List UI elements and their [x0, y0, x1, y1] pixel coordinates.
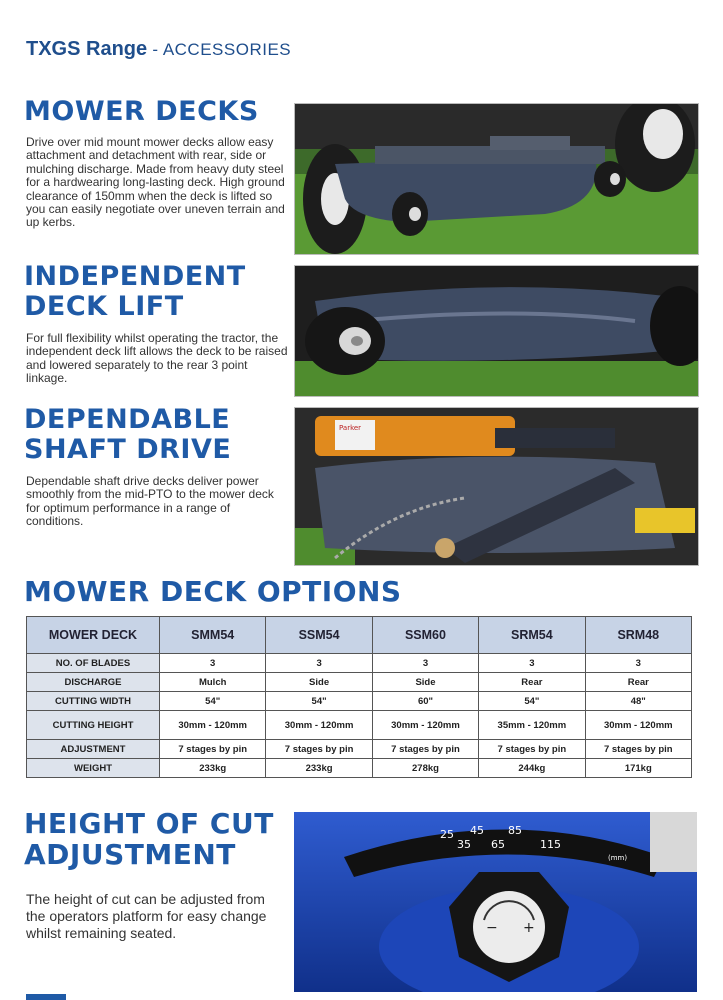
row-label: CUTTING HEIGHT: [27, 711, 160, 740]
shaft-drive-photo: [294, 407, 699, 566]
gauge-label-115: 115: [540, 838, 561, 851]
dial-minus-sign: −: [486, 920, 498, 936]
table-cell: 7 stages by pin: [160, 740, 266, 759]
dial-plus-sign: +: [523, 920, 535, 936]
title-separator: -: [147, 40, 163, 59]
table-cell: 233kg: [266, 759, 372, 778]
table-row: [27, 692, 692, 711]
row-label: DISCHARGE: [27, 673, 160, 692]
table-cell: 3: [585, 654, 691, 673]
table-cell: 30mm - 120mm: [372, 711, 478, 740]
row-label: NO. OF BLADES: [27, 654, 160, 673]
shaft-drive-heading: [24, 405, 231, 465]
table-cell: 171kg: [585, 759, 691, 778]
height-of-cut-heading-line1: HEIGHT OF CUT: [24, 807, 274, 840]
deck-options-heading: MOWER DECK OPTIONS: [24, 575, 402, 608]
table-cell: Side: [372, 673, 478, 692]
shaft-guard-label: Parker: [339, 424, 362, 432]
table-row: [27, 673, 692, 692]
gauge-label-45: 45: [470, 824, 484, 837]
table-cell: 3: [266, 654, 372, 673]
row-label: CUTTING WIDTH: [27, 692, 160, 711]
table-cell: 54": [266, 692, 372, 711]
table-header-row: [27, 617, 692, 654]
table-cell: 30mm - 120mm: [266, 711, 372, 740]
gauge-unit: (mm): [608, 854, 628, 862]
row-label: WEIGHT: [27, 759, 160, 778]
table-cell: Rear: [479, 673, 585, 692]
table-cell: 35mm - 120mm: [479, 711, 585, 740]
height-of-cut-heading-line2: ADJUSTMENT: [24, 838, 236, 872]
table-cell: 54": [479, 692, 585, 711]
section-name: ACCESSORIES: [162, 40, 292, 59]
deck-lift-heading-line2: DECK LIFT: [24, 291, 184, 323]
gauge-label-35: 35: [457, 838, 471, 851]
gauge-label-85: 85: [508, 824, 522, 837]
column-header: SRM48: [585, 617, 691, 654]
deck-options-table: [26, 616, 692, 778]
shaft-drive-text: Dependable shaft drive decks deliver power smoothly from the mid-PTO to the mower deck for optimum performance in a range of conditions.: [26, 474, 274, 529]
column-header: SSM54: [266, 617, 372, 654]
gauge-label-65: 65: [491, 838, 505, 851]
table-corner-header: MOWER DECK: [27, 617, 160, 654]
shaft-drive-heading-line2: SHAFT DRIVE: [24, 434, 232, 466]
table-row: [27, 711, 692, 740]
table-cell: 7 stages by pin: [372, 740, 478, 759]
table-row: [27, 759, 692, 778]
gauge-label-25: 25: [440, 828, 454, 841]
deck-lift-text: For full flexibility whilst operating the tractor, the independent deck lift allows the deck to be raised and lowered separately to the rear 3 point linkage.: [26, 331, 288, 386]
page-title: [26, 38, 291, 61]
height-of-cut-photo: [294, 812, 697, 992]
height-of-cut-text: The height of cut can be adjusted from the operators platform for easy change whilst remaining seated.: [26, 891, 267, 941]
column-header: SRM54: [479, 617, 585, 654]
table-cell: 30mm - 120mm: [160, 711, 266, 740]
table-row: [27, 654, 692, 673]
table-cell: 30mm - 120mm: [585, 711, 691, 740]
mower-deck-photo: [294, 103, 699, 255]
table-cell: Mulch: [160, 673, 266, 692]
mower-decks-heading: MOWER DECKS: [24, 96, 259, 127]
height-of-cut-heading: [24, 808, 274, 871]
deck-lift-photo: [294, 265, 699, 397]
row-label: ADJUSTMENT: [27, 740, 160, 759]
brand-name: TXGS Range: [26, 38, 148, 60]
table-cell: Side: [266, 673, 372, 692]
table-cell: 7 stages by pin: [585, 740, 691, 759]
table-cell: 60": [372, 692, 478, 711]
table-cell: 278kg: [372, 759, 478, 778]
shaft-drive-heading-line1: DEPENDABLE: [24, 404, 231, 435]
deck-lift-heading: [24, 262, 246, 322]
table-cell: 48": [585, 692, 691, 711]
table-cell: 3: [479, 654, 585, 673]
table-cell: 3: [160, 654, 266, 673]
table-cell: 3: [372, 654, 478, 673]
table-cell: 233kg: [160, 759, 266, 778]
mower-decks-text: Drive over mid mount mower decks allow easy attachment and detachment with rear, side or mulching discharge. Made from heavy duty steel for a hardwearing long-lasting deck. High ground clearance of 150mm when the deck is lifted so you can easily negotiate over uneven terrain and up kerbs.: [26, 135, 285, 230]
table-cell: 54": [160, 692, 266, 711]
table-cell: 7 stages by pin: [266, 740, 372, 759]
table-cell: Rear: [585, 673, 691, 692]
table-cell: 7 stages by pin: [479, 740, 585, 759]
table-cell: 244kg: [479, 759, 585, 778]
deck-lift-heading-line1: INDEPENDENT: [24, 261, 246, 292]
footer-accent-bar: [26, 994, 66, 1000]
column-header: SSM60: [372, 617, 478, 654]
column-header: SMM54: [160, 617, 266, 654]
table-row: [27, 740, 692, 759]
